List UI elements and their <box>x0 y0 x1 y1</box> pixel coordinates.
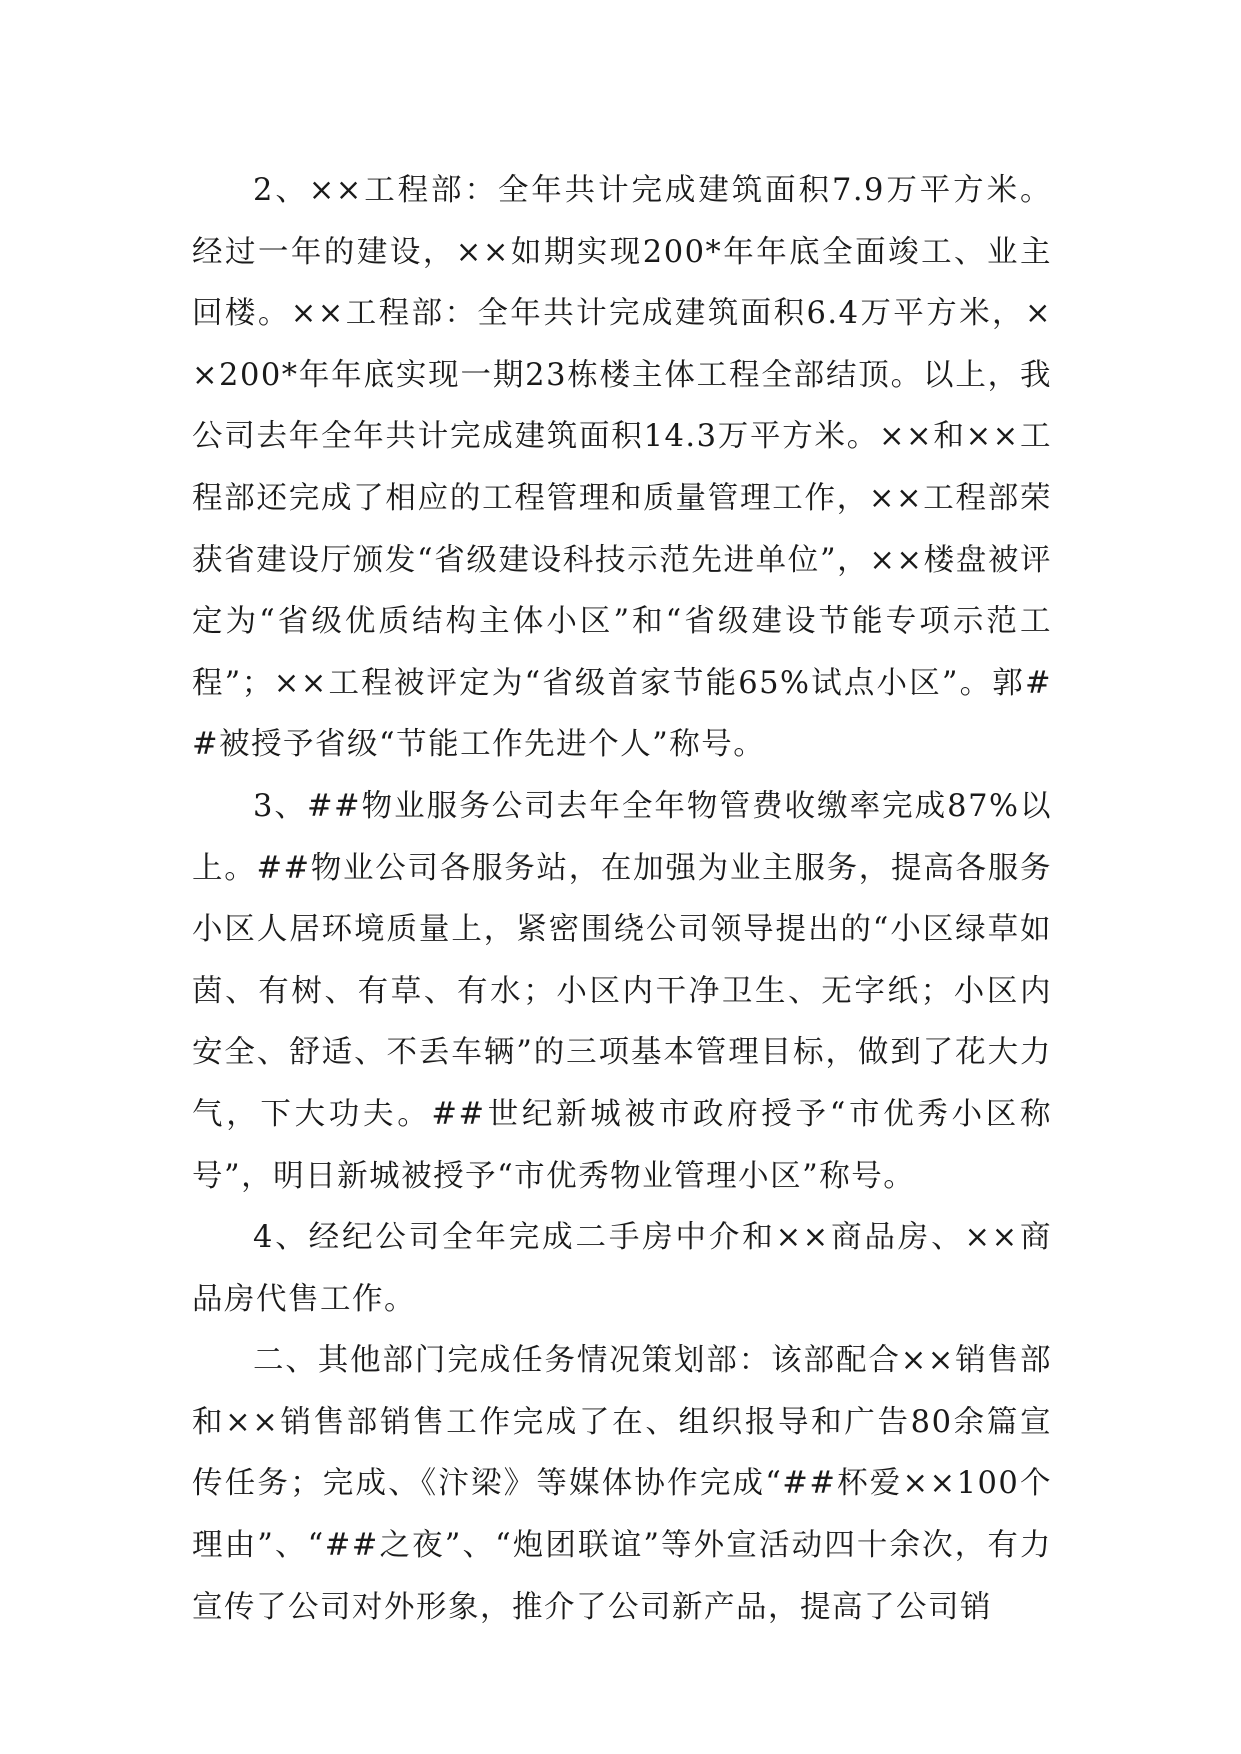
paragraph-brokerage: 4、经纪公司全年完成二手房中介和××商品房、××商品房代售工作。 <box>192 1220 1052 1317</box>
document-body <box>192 160 1052 1638</box>
paragraph-property-service: 3、##物业服务公司去年全年物管费收缴率完成87%以上。##物业公司各服务站，在加强为业主服务，提高各服务小区人居环境质量上，紧密围绕公司领导提出的“小区绿草如茵、有树、有草、有水；小区内干净卫生、无字纸；小区内安全、舒适、不丢车辆”的三项基本管理目标，做到了花大力气，下大功夫。##世纪新城被市政府授予“市优秀小区称号”，明日新城被授予“市优秀物业管理小区”称号。 <box>192 788 1052 1194</box>
paragraph-engineering: 2、××工程部：全年共计完成建筑面积7.9万平方米。经过一年的建设，××如期实现200*年年底全面竣工、业主回楼。××工程部：全年共计完成建筑面积6.4万平方米，××200*年年底实现一期23栋楼主体工程全部结顶。以上，我公司去年全年共计完成建筑面积14.3万平方米。××和××工程部还完成了相应的工程管理和质量管理工作，××工程部荣获省建设厅颁发“省级建设科技示范先进单位”，××楼盘被评定为“省级优质结构主体小区”和“省级建设节能专项示范工程”；××工程被评定为“省级首家节能65%试点小区”。郭##被授予省级“节能工作先进个人”称号。 <box>192 173 1052 763</box>
paragraph-other-departments: 二、其他部门完成任务情况策划部：该部配合××销售部和××销售部销售工作完成了在、组织报导和广告80余篇宣传任务；完成、《汴梁》等媒体协作完成“##杯爱××100个理由”、“##之夜”、“炮团联谊”等外宣活动四十余次，有力宣传了公司对外形象，推介了公司新产品，提高了公司销 <box>192 1343 1052 1625</box>
